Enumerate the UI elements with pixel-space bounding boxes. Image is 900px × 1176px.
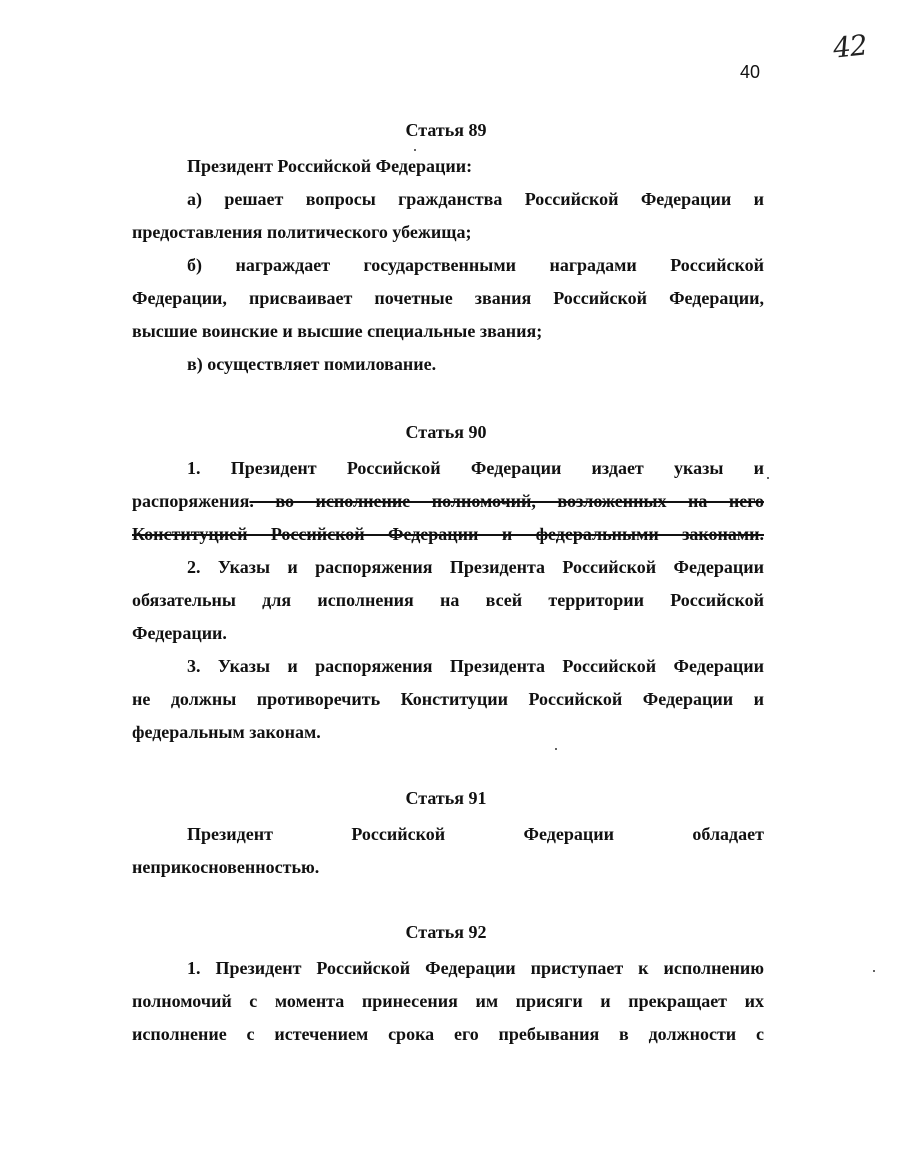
- article-90-p2-line2: обязательны для исполнения на всей территории Российской: [132, 590, 764, 610]
- article-89-item-a-line1: а) решает вопросы гражданства Российской Федерации и: [187, 189, 764, 209]
- article-89-intro: Президент Российской Федерации:: [187, 156, 473, 176]
- scan-speck: [414, 149, 416, 151]
- article-92-line2: полномочий с момента принесения им присяги и прекращает их: [132, 991, 764, 1011]
- article-89-item-b-line3: высшие воинские и высшие специальные звания;: [132, 321, 543, 341]
- article-92-heading: Статья 92: [405, 922, 487, 942]
- article-89-item-c: в) осуществляет помилование.: [187, 354, 437, 374]
- article-91-heading: Статья 91: [405, 788, 487, 808]
- article-90-p1-line3-struck: Конституцией Российской Федерации и федеральными законами.: [132, 524, 764, 544]
- article-90-p2-line1: 2. Указы и распоряжения Президента Российской Федерации: [187, 557, 764, 577]
- scan-speck: [767, 477, 769, 479]
- article-90-p3-line1: 3. Указы и распоряжения Президента Российской Федерации: [187, 656, 764, 676]
- handwritten-page-number: 42: [831, 28, 869, 65]
- article-90-p1-line1: 1. Президент Российской Федерации издает указы и: [187, 458, 764, 478]
- article-92-text: [132, 952, 764, 1051]
- page-number: 40: [740, 62, 761, 82]
- article-90-text: [132, 452, 764, 749]
- article-92-line3: исполнение с истечением срока его пребывания в должности с: [132, 1024, 764, 1044]
- struck-text: . во исполнение полномочий, возложенных на него: [249, 491, 764, 511]
- article-91-line2: неприкосновенностью.: [132, 857, 320, 877]
- article-89-text: [132, 150, 764, 381]
- scan-speck: [873, 970, 875, 972]
- article-90-heading: Статья 90: [405, 422, 487, 442]
- article-89-item-b-line2: Федерации, присваивает почетные звания Российской Федерации,: [132, 288, 764, 308]
- article-90-p2-line3: Федерации.: [132, 623, 227, 643]
- article-89-item-a-line2: предоставления политического убежища;: [132, 222, 472, 242]
- article-89-item-b-line1: б) награждает государственными наградами Российской: [187, 255, 764, 275]
- article-92-line1: 1. Президент Российской Федерации приступает к исполнению: [187, 958, 764, 978]
- article-91-text: [132, 818, 764, 884]
- article-91-line1: Президент Российской Федерации обладает: [187, 824, 764, 844]
- article-90-p3-line2: не должны противоречить Конституции Российской Федерации и: [132, 689, 764, 709]
- article-90-p1-line2: распоряжения. во исполнение полномочий, возложенных на него: [132, 491, 764, 511]
- article-89-heading: Статья 89: [405, 120, 487, 140]
- scan-speck: [555, 748, 557, 750]
- article-90-p3-line3: федеральным законам.: [132, 722, 321, 742]
